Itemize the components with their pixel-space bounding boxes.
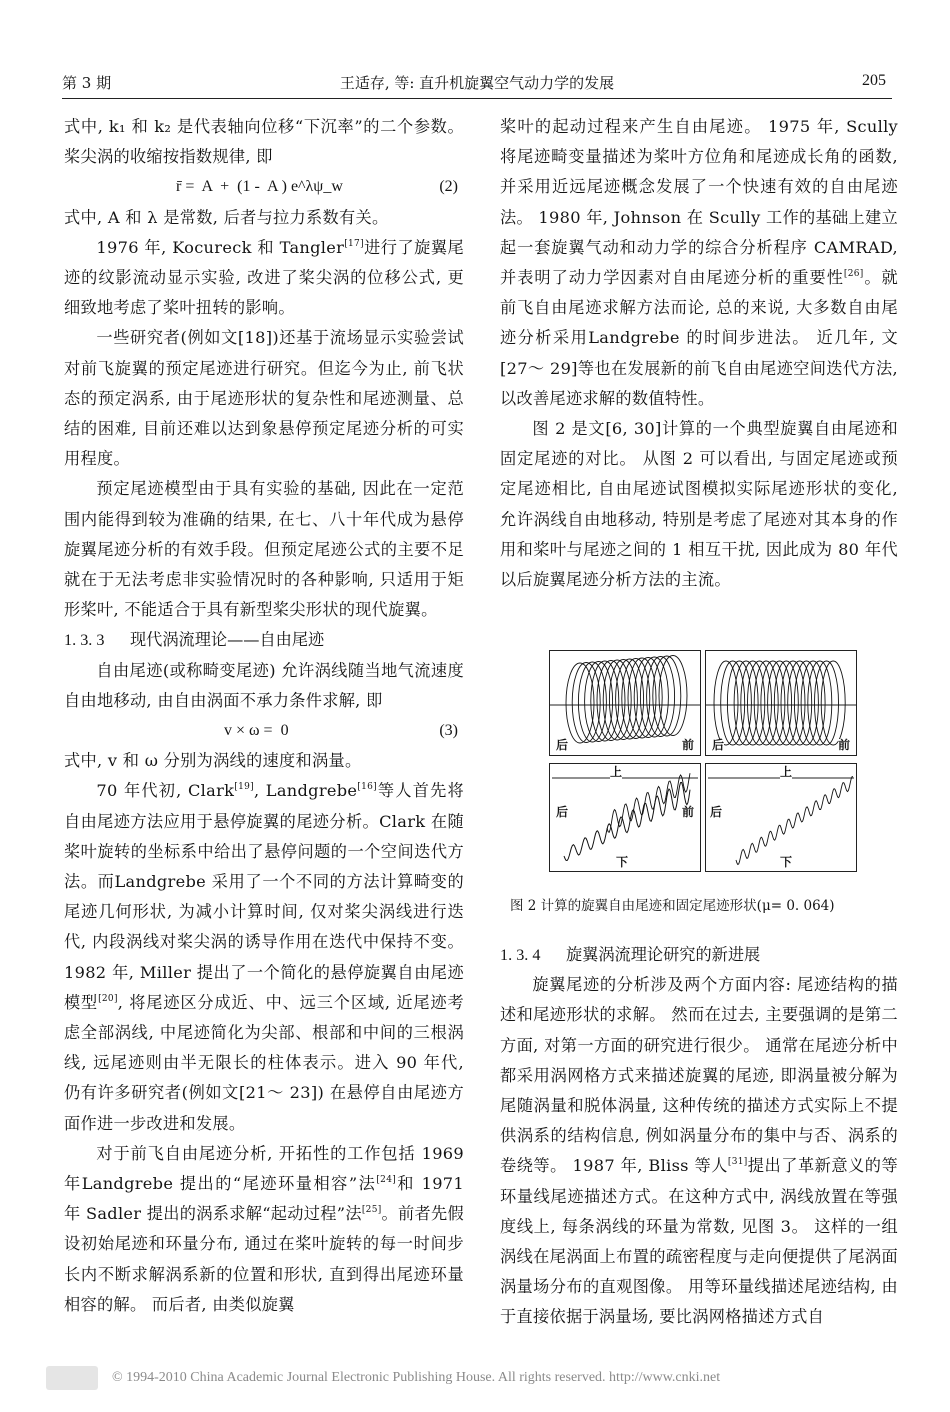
wake-coil xyxy=(566,663,594,743)
left-column xyxy=(64,112,464,1320)
label-up: 上 xyxy=(780,765,793,779)
label-down: 下 xyxy=(616,855,629,869)
label-back: 后 xyxy=(556,738,569,752)
equation-body: r̄ = A + (1 - A ) e^λψ_w xyxy=(176,178,343,196)
wake-coil xyxy=(597,661,625,741)
cnki-logo xyxy=(46,1366,98,1390)
wake-coil xyxy=(628,658,656,738)
wake-coil xyxy=(659,656,687,736)
label-back: 后 xyxy=(712,738,725,752)
figure-caption: 图 2 计算的旋翼自由尾迹和固定尾迹形状(μ= 0. 064) xyxy=(510,898,835,914)
paragraph: 图 2 是文[6, 30]计算的一个典型旋翼自由尾迹和固定尾迹的对比。 从图 2 可以看出, 与固定尾迹或预定尾迹相比, 自由尾迹试图模拟实际尾迹形状的变化, 允许涡线自由地移动, 特别是考虑了尾迹对其本身的作用和桨叶与尾迹之间的 1 相互干扰, 因此成为 80 年代以后旋翼尾迹分析方法的主流。 xyxy=(500,419,898,590)
panel-fixed-wake-top xyxy=(705,763,857,872)
panel-free-wake-side xyxy=(549,650,701,756)
wake-coil xyxy=(585,662,613,742)
wake-coil xyxy=(616,659,644,739)
label-front: 前 xyxy=(837,738,850,752)
paragraph: 对于前飞自由尾迹分析, 开拓性的工作包括 1969 年Landgrebe 提出的“尾迹环量相容”法[24]和 1971 年 Sadler 提出的涡系求解“起动过程”法[25]。前者先假设初始尾迹和环量分布, 通过在桨叶旋转的每一时间步长内不断求解涡系新的位置和形状, 直到得出尾迹环量相容的解。 而后者, 由类似旋翼 xyxy=(64,1143,465,1314)
panel-fixed-wake-side xyxy=(705,650,857,756)
fixed-wake-side-plot xyxy=(706,651,856,755)
running-title: 王适存, 等: 直升机旋翼空气动力学的发展 xyxy=(339,74,615,92)
section-heading-1-3-4: 1. 3. 4 旋翼涡流理论研究的新进展 xyxy=(500,945,761,964)
issue-number: 第 3 期 xyxy=(62,74,112,92)
copyright-footer: © 1994-2010 China Academic Journal Electronic Publishing House. All rights reserved. http://www.cnki.net xyxy=(112,1370,721,1385)
right-column xyxy=(500,112,898,595)
equation-2 xyxy=(64,172,464,202)
label-back: 后 xyxy=(710,805,723,819)
figure-2 xyxy=(549,650,855,870)
equation-number: (2) xyxy=(439,178,458,196)
paragraph: 一些研究者(例如文[18])还基于流场显示实验尝试对前飞旋翼的预定尾迹进行研究。但迄今为止, 前飞状态的预定涡系, 由于尾迹形状的复杂性和尾迹测量、总结的困难, 目前还难以达到象悬停预定尾迹分析的可实用程度。 xyxy=(64,328,464,469)
right-column-lower xyxy=(500,940,898,1333)
wake-coil xyxy=(609,660,637,740)
label-up: 上 xyxy=(610,765,623,779)
section-heading-1-3-3: 1. 3. 3 现代涡流理论——自由尾迹 xyxy=(64,630,325,650)
citation: [26] xyxy=(843,269,864,280)
paragraph: 桨叶的起动过程来产生自由尾迹。 1975 年, Scully 将尾迹畸变量描述为桨叶方位角和尾迹成长角的函数, 并采用近远尾迹概念发展了一个快速有效的自由尾迹法。 1980 年, Johnson 在 Scully 工作的基础上建立起一套旋翼气动和动力学的综合分析程序 CAMRAD, 并表明了动力学因素对自由尾迹分析的重要性[26]。就前飞自由尾迹求解方法而论, 总的来说, 大多数自由尾迹分析采用Landgrebe 的时间步进法。 近几年, 文[27～ 29]等也在发展新的前飞自由尾迹空间迭代方法, 以改善尾迹求解的数值特性。 xyxy=(500,117,899,408)
citation: [16] xyxy=(357,782,377,793)
equation-3 xyxy=(64,716,464,746)
paragraph: 式中, A 和 λ 是常数, 后者与拉力系数有关。 xyxy=(64,207,389,227)
citation: [25] xyxy=(361,1205,382,1216)
panel-free-wake-top xyxy=(549,763,701,872)
wake-coil xyxy=(572,663,600,743)
free-wake-side-plot xyxy=(550,651,700,755)
paragraph: 70 年代初, Clark[19], Landgrebe[16]等人首先将自由尾迹方法应用于悬停旋翼的尾迹分析。Clark 在随桨叶旋转的坐标系中给出了悬停问题的一个空间迭代方法。而Landgrebe 采用了一个不同的方法计算畸变的尾迹几何形状, 为减小计算时间, 仅对桨尖涡线进行迭代, 内段涡线对桨尖涡的诱导作用在迭代中保持不变。1982 年, Miller 提出了一个简化的悬停旋翼自由尾迹模型[20], 将尾迹区分成近、中、远三个区域, 近尾迹考虑全部涡线, 中尾迹简化为尖部、根部和中间的三根涡线, 远尾迹则由半无限长的柱体表示。进入 90 年代, 仍有许多研究者(例如文[21～ 23]) 在悬停自由尾迹方面作进一步改进和发展。 xyxy=(64,781,465,1133)
citation: [20] xyxy=(98,993,118,1004)
citation: [19] xyxy=(234,782,254,793)
paragraph: 1976 年, Kocureck 和 Tangler[17]进行了旋翼尾迹的纹影流动显示实验, 改进了桨尖涡的位移公式, 更细致地考虑了桨叶扭转的影响。 xyxy=(64,237,464,318)
wake-coil xyxy=(653,656,681,736)
wake-coil xyxy=(647,657,675,737)
running-header xyxy=(62,68,892,99)
label-front: 前 xyxy=(681,805,694,819)
citation: [24] xyxy=(376,1175,397,1186)
wake-coil xyxy=(603,660,631,740)
wake-coil xyxy=(634,658,662,738)
wake-coil xyxy=(640,657,668,737)
label-front: 前 xyxy=(681,738,694,752)
equation-number: (3) xyxy=(439,722,458,740)
paragraph: 式中, k₁ 和 k₂ 是代表轴向位移“下沉率”的二个参数。 桨尖涡的收缩按指数规律, 即 xyxy=(64,117,464,167)
equation-body: v × ω = 0 xyxy=(224,722,289,740)
wake-coil xyxy=(578,662,606,742)
label-down: 下 xyxy=(780,855,793,869)
wake-coil xyxy=(622,659,650,739)
page-number: 205 xyxy=(862,72,886,89)
wake-coil xyxy=(591,661,619,741)
citation: [17] xyxy=(344,238,364,249)
paragraph: 自由尾迹(或称畸变尾迹) 允许涡线随当地气流速度自由地移动, 由自由涡面不承力条件求解, 即 xyxy=(64,660,464,710)
paragraph: 式中, v 和 ω 分别为涡线的速度和涡量。 xyxy=(64,751,362,771)
paragraph: 预定尾迹模型由于具有实验的基础, 因此在一定范围内能得到较为准确的结果, 在七、八十年代成为悬停旋翼尾迹分析的有效手段。但预定尾迹公式的主要不足就在于无法考虑非实验情况时的各种影响, 只适用于矩形桨叶, 不能适合于具有新型桨尖形状的现代旋翼。 xyxy=(64,479,464,620)
paragraph: 旋翼尾迹的分析涉及两个方面内容: 尾迹结构的描述和尾迹形状的求解。 然而在过去, 主要强调的是第二方面, 对第一方面的研究进行很少。 通常在尾迹分析中都采用涡网格方式来描述旋翼的尾迹, 即涡量被分解为尾随涡量和脱体涡量, 这种传统的描述方式实际上不提供涡系的结构信息, 例如涡量分布的集中与否、涡系的卷绕等。 1987 年, Bliss 等人[31]提出了革新意义的等环量线尾迹描述方式。在这种方式中, 涡线放置在等强度线上, 每条涡线的环量为常数, 见图 3。 这样的一组涡线在尾涡面上布置的疏密程度与走向便提供了尾涡面涡量场分布的直观图像。 用等环量线描述尾迹结构, 由于直接依据于涡量场, 要比涡网格描述方式自 xyxy=(500,975,898,1327)
citation: [31] xyxy=(727,1157,748,1168)
label-back: 后 xyxy=(556,805,569,819)
